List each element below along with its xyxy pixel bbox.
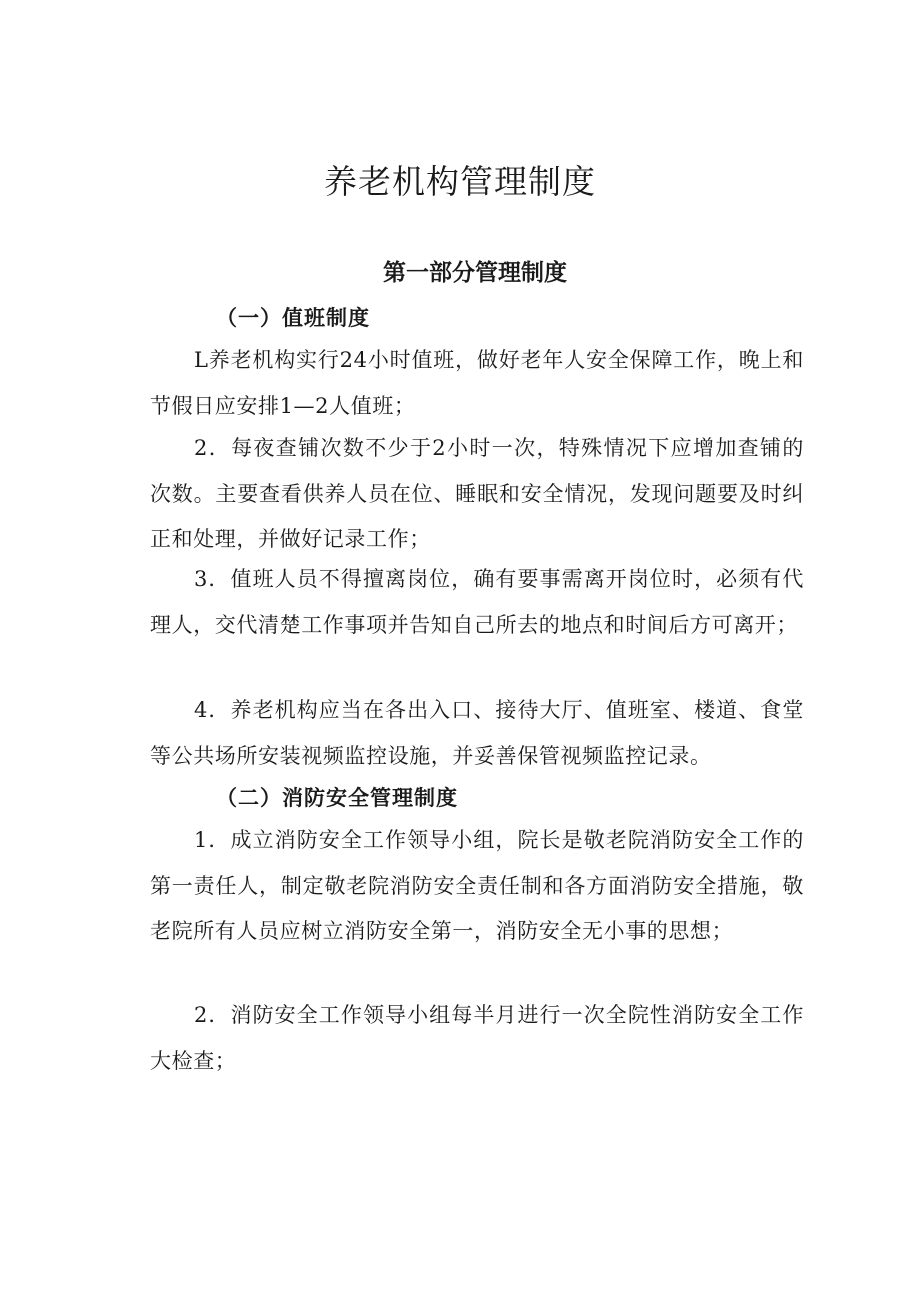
fire-safety-item-1: 1．成立消防安全工作领导小组，院长是敬老院消防安全工作的第一责任人，制定敬老院消防安全责任制和各方面消防安全措施，敬老院所有人员应树立消防安全第一，消防安全无小事的思想； <box>150 828 804 943</box>
duty-item-1: L养老机构实行24小时值班，做好老年人安全保障工作，晚上和节假日应安排1—2人值班； <box>150 348 804 418</box>
fire-safety-item-2: 2．消防安全工作领导小组每半月进行一次全院性消防安全工作大检查； <box>150 1003 804 1073</box>
duty-item-2: 2．每夜查铺次数不少于2小时一次，特殊情况下应增加查铺的次数。主要查看供养人员在位、睡眠和安全情况，发现问题要及时纠正和处理，并做好记录工作； <box>150 436 804 551</box>
part-title: 第一部分管理制度 <box>383 260 567 286</box>
duty-item-4: 4．养老机构应当在各出入口、接待大厅、值班室、楼道、食堂等公共场所安装视频监控设施，并妥善保管视频监控记录。 <box>150 698 804 768</box>
section-heading-duty: （一）值班制度 <box>216 305 370 330</box>
section-heading-fire-safety: （二）消防安全管理制度 <box>216 785 458 810</box>
document-title: 养老机构管理制度 <box>324 162 596 201</box>
duty-item-3: 3．值班人员不得擅离岗位，确有要事需离开岗位时，必须有代理人，交代清楚工作事项并告知自己所去的地点和时间后方可离开； <box>150 567 804 637</box>
